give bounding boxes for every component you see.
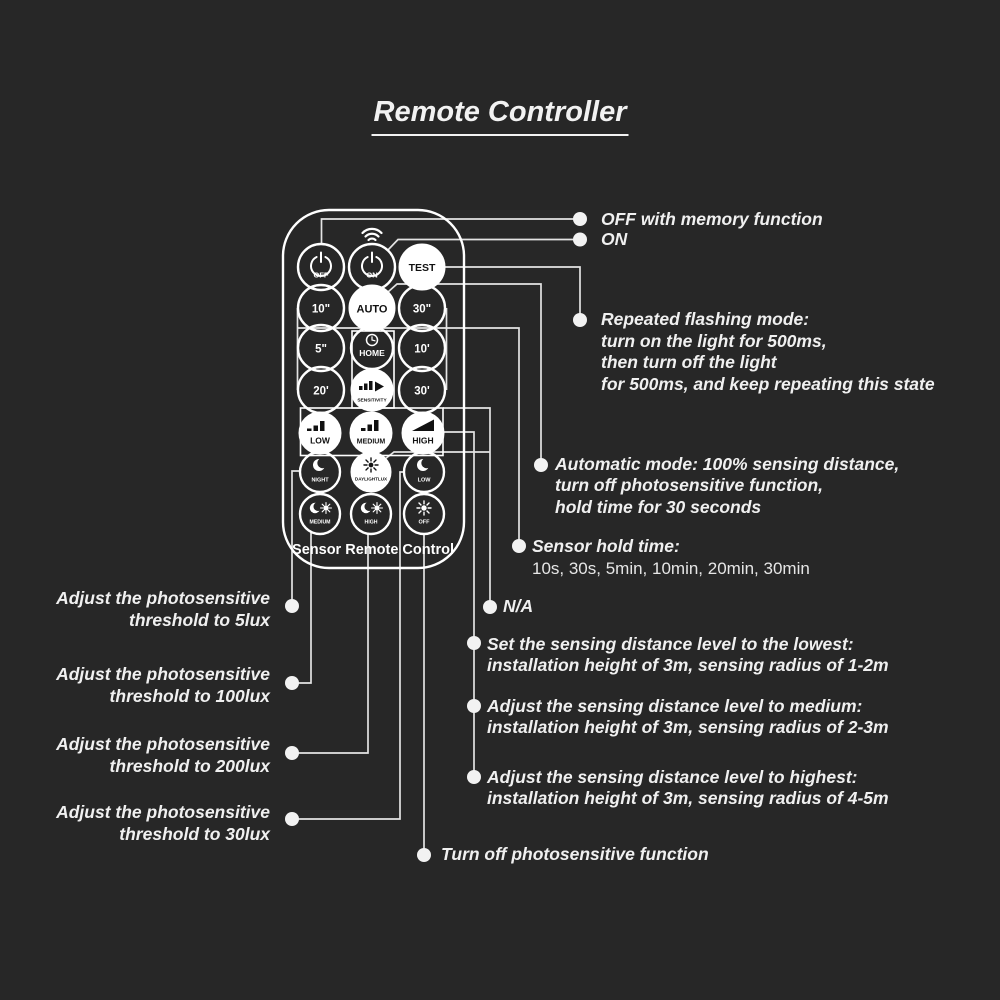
svg-text:AUTO: AUTO (356, 303, 388, 316)
svg-text:OFF: OFF (418, 519, 430, 526)
annotation-threshold-5lux: Adjust the photosensitive threshold to 5lux (56, 588, 270, 630)
line-box-to-na (443, 408, 490, 607)
dot-100lux (285, 676, 299, 690)
dot-distance-medium (467, 699, 481, 713)
line-test-flashing (445, 267, 580, 320)
dot-flashing (573, 313, 587, 327)
annotation-sensor-hold-time: Sensor hold time: 10s, 30s, 5min, 10min, 20min, 30min (532, 536, 810, 578)
dot-200lux (285, 746, 299, 760)
svg-text:20': 20' (313, 385, 329, 398)
annotation-photosensitive-off: Turn off photosensitive function (441, 844, 709, 864)
dot-off-memory (573, 212, 587, 226)
button-test (399, 244, 445, 290)
svg-text:HOME: HOME (359, 348, 385, 358)
button-20m (298, 367, 344, 413)
wifi-icon (363, 229, 382, 240)
svg-text:OFF: OFF (313, 270, 329, 280)
svg-text:ON: ON (366, 270, 378, 280)
dot-distance-lowest (467, 636, 481, 650)
svg-text:5": 5" (315, 343, 327, 356)
moon-icon (417, 458, 432, 471)
annotation-repeated-flashing: Repeated flashing mode: turn on the light for 500ms, then turn off the light for 500ms, and keep repeating this state (601, 309, 935, 394)
sun-icon (417, 501, 431, 515)
dot-30lux (285, 812, 299, 826)
svg-text:LOW: LOW (417, 477, 431, 484)
button-lux-night (300, 452, 340, 492)
svg-text:TEST: TEST (408, 262, 436, 274)
annotation-na: N/A (503, 595, 534, 616)
annotation-off-memory: OFF with memory function (601, 208, 823, 229)
annotation-threshold-30lux: Adjust the photosensitive threshold to 30lux (56, 802, 270, 844)
button-auto (349, 285, 395, 331)
annotation-threshold-100lux: Adjust the photosensitive threshold to 100lux (56, 664, 270, 706)
button-distance-low (299, 412, 341, 454)
button-off (298, 244, 344, 290)
button-on (349, 229, 395, 290)
dot-on (573, 233, 587, 247)
button-lux-daylight (351, 452, 391, 492)
svg-text:30': 30' (414, 385, 430, 398)
svg-text:DAYLIGHTLUX: DAYLIGHTLUX (354, 476, 388, 482)
button-lux-medium (300, 494, 340, 534)
svg-text:MEDIUM: MEDIUM (309, 519, 331, 526)
svg-text:NIGHT: NIGHT (311, 477, 329, 484)
dot-auto (534, 458, 548, 472)
moon-sun-icon (361, 502, 383, 514)
dot-5lux (285, 599, 299, 613)
annotation-automatic-mode: Automatic mode: 100% sensing distance, turn off photosensitive function, hold time for 30 seconds (555, 453, 900, 517)
svg-text:MEDIUM: MEDIUM (356, 438, 386, 446)
dot-distance-highest (467, 770, 481, 784)
sun-icon (364, 458, 378, 472)
dot-sensor-hold (512, 539, 526, 553)
svg-text:LOW: LOW (310, 435, 330, 446)
moon-icon (313, 458, 328, 471)
clock-icon (367, 335, 378, 346)
line-night-5lux (292, 471, 300, 606)
button-distance-medium (350, 412, 392, 454)
moon-sun-icon (310, 502, 332, 514)
remote-footer-label: Sensor Remote Control (292, 542, 454, 558)
line-distance-levels (443, 432, 474, 777)
button-distance-high (402, 412, 444, 454)
button-sensitivity (351, 369, 393, 411)
button-home (351, 327, 393, 369)
svg-text:30": 30" (412, 303, 432, 316)
svg-text:SENSITIVITY: SENSITIVITY (357, 398, 387, 404)
svg-text:10': 10' (414, 343, 430, 356)
svg-text:HIGH: HIGH (364, 519, 378, 526)
button-30m (399, 367, 445, 413)
dot-na (483, 600, 497, 614)
button-lux-off (404, 494, 444, 534)
annotation-distance-highest: Adjust the sensing distance level to highest: installation height of 3m, sensing radius of 4-5m (487, 766, 889, 808)
page-title: Remote Controller (372, 96, 629, 136)
button-lux-low (404, 452, 444, 492)
annotation-distance-medium: Adjust the sensing distance level to medium: installation height of 3m, sensing radius of 2-3m (487, 695, 889, 737)
annotation-on: ON (601, 229, 628, 249)
svg-text:10": 10" (311, 303, 331, 316)
button-lux-high (351, 494, 391, 534)
dot-off-photosensitive (417, 848, 431, 862)
svg-text:HIGH: HIGH (412, 435, 434, 446)
annotation-threshold-200lux: Adjust the photosensitive threshold to 200lux (56, 734, 270, 776)
annotation-distance-lowest: Set the sensing distance level to the lowest: installation height of 3m, sensing radius of 1-2m (487, 633, 889, 675)
